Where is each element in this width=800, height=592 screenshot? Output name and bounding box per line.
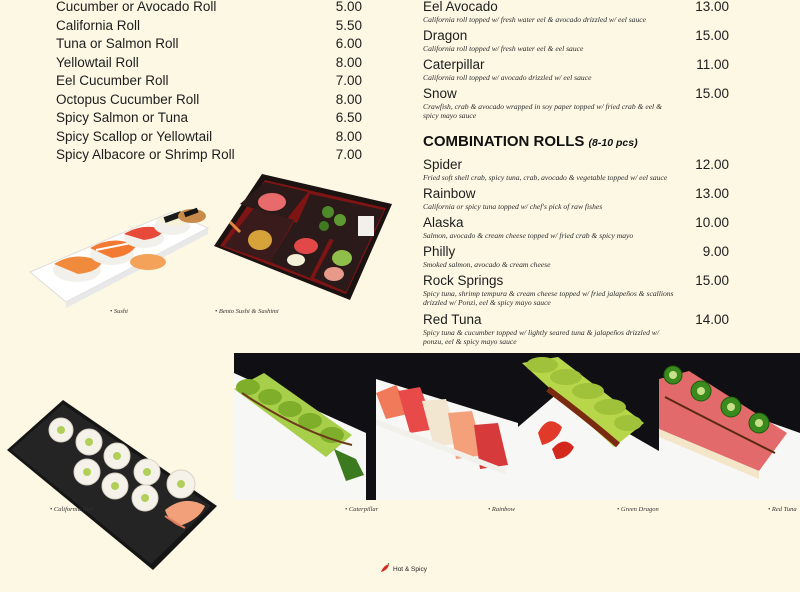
- green-dragon-caption: • Green Dragon: [617, 506, 659, 513]
- item-price: 7.00: [335, 147, 362, 162]
- item-name: Rock Springs: [423, 273, 504, 288]
- item-price: 11.00: [696, 57, 729, 72]
- item-name: Spider: [423, 157, 463, 172]
- red-tuna-caption: • Red Tuna: [768, 506, 797, 513]
- rainbow-photo: [376, 353, 518, 500]
- item-name: Eel Cucumber Roll: [56, 73, 169, 88]
- menu-item: [423, 244, 729, 269]
- item-price: 5.50: [335, 17, 362, 33]
- item-name: Philly: [423, 244, 456, 259]
- menu-item: [423, 57, 729, 82]
- item-description: Smoked salmon, avocado & cream cheese: [423, 260, 551, 269]
- item-name: Dragon: [423, 28, 468, 43]
- caterpillar-photo: [234, 353, 376, 500]
- item-description: California roll topped w/ fresh water eel & avocado drizzled w/ eel sauce: [423, 15, 647, 24]
- item-name: Octopus Cucumber Roll: [56, 91, 200, 107]
- item-description: Spicy tuna & cucumber topped w/ lightly seared tuna & jalapeños drizzled w/ ponzu, eel & spicy mayo sauce: [423, 328, 659, 347]
- list-item: [56, 91, 362, 110]
- item-name: Alaska: [423, 215, 464, 230]
- section-subtitle: (8-10 pcs): [588, 137, 638, 149]
- item-price: 6.00: [335, 36, 362, 51]
- item-name: Tuna or Salmon Roll: [56, 36, 179, 51]
- california-roll-caption: • California Roll: [50, 506, 94, 513]
- item-name: Caterpillar: [423, 57, 485, 72]
- item-description: California or spicy tuna topped w/ chef's pick of raw fishes: [423, 202, 603, 211]
- caterpillar-caption: • Caterpillar: [345, 506, 379, 513]
- item-name: Yellowtail Roll: [56, 54, 139, 70]
- section-title: COMBINATION ROLLS: [423, 133, 585, 150]
- list-item: [56, 72, 362, 91]
- menu-item: [423, 28, 729, 53]
- item-price: 6.50: [335, 110, 362, 125]
- item-description: California roll topped w/ fresh water eel & eel sauce: [423, 44, 584, 53]
- menu-item: [423, 312, 729, 347]
- item-name: Spicy Scallop or Yellowtail: [56, 128, 213, 144]
- list-item: [56, 0, 362, 17]
- red-tuna-photo: [659, 353, 800, 500]
- item-price: 13.00: [695, 186, 729, 201]
- item-price: 15.00: [695, 86, 729, 101]
- item-name: Snow: [423, 86, 457, 101]
- bento-caption: • Bento Sushi & Sashimi: [215, 308, 279, 315]
- item-name: Eel Avocado: [423, 0, 498, 14]
- left-roll-list: [56, 0, 362, 165]
- menu-item: [423, 215, 729, 240]
- item-price: 7.00: [335, 73, 362, 88]
- menu-item: [423, 0, 729, 24]
- item-name: California Roll: [56, 17, 141, 33]
- section-heading: [423, 133, 638, 150]
- item-price: 8.00: [335, 91, 362, 107]
- list-item: [56, 54, 362, 73]
- list-item: [56, 128, 362, 147]
- list-item: [56, 17, 362, 36]
- hot-spicy-label: Hot & Spicy: [393, 565, 427, 573]
- hot-spicy-legend: [380, 563, 427, 575]
- list-item: [56, 109, 362, 128]
- item-price: 14.00: [695, 312, 729, 327]
- item-description: Crawfish, crab & avocado wrapped in soy paper topped w/ fried crab & eel & spicy mayo sauce: [423, 102, 662, 121]
- list-item: [56, 35, 362, 54]
- item-price: 5.00: [335, 0, 362, 14]
- item-price: 13.00: [695, 0, 729, 14]
- item-price: 8.00: [335, 128, 362, 144]
- pepper-icon: [380, 563, 390, 575]
- item-name: Red Tuna: [423, 312, 482, 327]
- item-price: 15.00: [695, 28, 729, 43]
- item-description: Spicy tuna, shrimp tempura & cream cheese topped w/ fried jalapeños & scallions drizzled w/ Ponzi, eel & spicy mayo sauce: [423, 289, 674, 308]
- item-name: Spicy Albacore or Shrimp Roll: [56, 147, 235, 162]
- item-price: 12.00: [695, 157, 729, 172]
- menu-item: [423, 273, 729, 308]
- bento-photo: [210, 168, 395, 303]
- item-name: Spicy Salmon or Tuna: [56, 110, 189, 125]
- item-price: 8.00: [335, 54, 362, 70]
- menu-item: [423, 157, 729, 182]
- sushi-caption: • Sushi: [110, 308, 128, 315]
- item-name: Rainbow: [423, 186, 476, 201]
- item-price: 15.00: [695, 273, 729, 288]
- menu-item: [423, 186, 729, 211]
- item-price: 10.00: [695, 215, 729, 230]
- rainbow-caption: • Rainbow: [488, 506, 516, 513]
- item-description: Salmon, avocado & cream cheese topped w/ fried crab & spicy mayo: [423, 231, 634, 240]
- sushi-photo: [22, 192, 212, 317]
- item-name: Cucumber or Avocado Roll: [56, 0, 217, 14]
- item-description: Fried soft shell crab, spicy tuna, crab, avocado & vegetable topped w/ eel sauce: [423, 173, 668, 182]
- list-item: [56, 146, 362, 165]
- california-roll-photo: [5, 398, 218, 573]
- green-dragon-photo: [518, 353, 659, 500]
- item-price: 9.00: [702, 244, 729, 259]
- menu-item: [423, 86, 729, 121]
- item-description: California roll topped w/ avocado drizzled w/ eel sauce: [423, 73, 592, 82]
